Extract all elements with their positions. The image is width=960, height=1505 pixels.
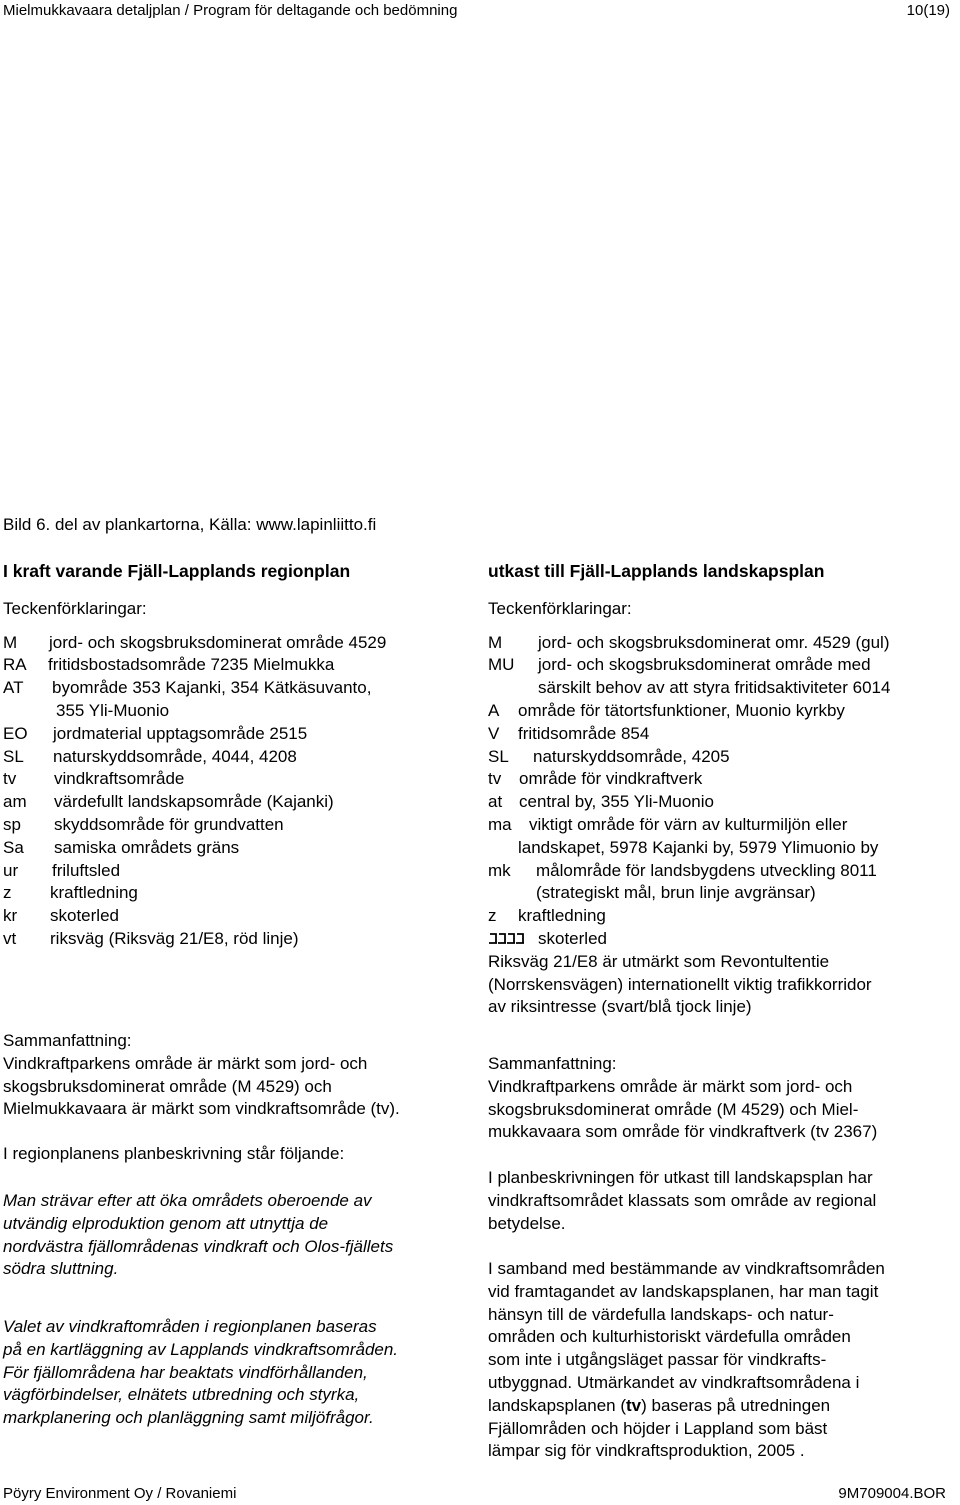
legend-row: SL naturskyddsområde, 4044, 4208 bbox=[3, 746, 297, 766]
legend-row: A område för tätortsfunktioner, Muonio kyrkby bbox=[488, 700, 845, 720]
legend-row: am värdefullt landskapsområde (Kajanki) bbox=[3, 792, 334, 812]
right-summary-heading: Sammanfattning: bbox=[488, 1054, 617, 1073]
summary-line: skogsbruksdominerat område (M 4529) och bbox=[3, 1076, 332, 1096]
legend-row: z kraftledning bbox=[488, 906, 606, 926]
right-paragraph-1: I planbeskrivningen för utkast till landskapsplan har vindkraftsområdet klassats som område av regional betydelse. bbox=[488, 1168, 877, 1233]
right-title: utkast till Fjäll-Lapplands landskapsplan bbox=[488, 561, 825, 581]
left-legend bbox=[3, 632, 473, 951]
legend-row: ur friluftsled bbox=[3, 860, 121, 880]
right-column bbox=[488, 560, 958, 1019]
legend-row: vt riksväg (Riksväg 21/E8, röd linje) bbox=[3, 928, 299, 948]
left-summary-heading: Sammanfattning: bbox=[3, 1031, 132, 1050]
snowmobile-trail-symbol-icon bbox=[488, 928, 528, 955]
footer-doc-id: 9M709004.BOR bbox=[838, 1485, 946, 1502]
legend-row: RA fritidsbostadsområde 7235 Mielmukka bbox=[3, 655, 335, 675]
legend-row: (strategiskt mål, brun linje avgränsar) bbox=[536, 883, 816, 903]
legend-row: kr skoterled bbox=[3, 906, 119, 926]
summary-line: Vindkraftparkens område är märkt som jord- och bbox=[488, 1076, 853, 1096]
summary-line: Vindkraftparkens område är märkt som jord- och bbox=[3, 1053, 368, 1073]
legend-row: särskilt behov av att styra fritidsaktiviteter 6014 bbox=[538, 678, 891, 698]
legend-row: landskapet, 5978 Kajanki by, 5979 Ylimuonio by bbox=[518, 837, 879, 857]
legend-row: ma viktigt område för värn av kulturmiljön eller bbox=[488, 814, 848, 834]
legend-row: z kraftledning bbox=[3, 883, 138, 903]
left-title: I kraft varande Fjäll-Lapplands regionplan bbox=[3, 561, 351, 581]
figure-caption: Bild 6. del av plankartorna, Källa: www.lapinliitto.fi bbox=[3, 515, 377, 534]
summary-line: Mielmukkavaara är märkt som vindkraftsområde (tv). bbox=[3, 1099, 400, 1119]
left-quote-1: Man strävar efter att öka områdets oberoende av utvändig elproduktion genom att utnyttja de nordvästra fjällområdenas vindkraft och Olos-fjällets södra sluttning. bbox=[3, 1191, 394, 1279]
left-legend-heading: Teckenförklaringar: bbox=[3, 598, 147, 618]
legend-row: EO jordmaterial upptagsområde 2515 bbox=[3, 723, 308, 743]
left-quote-2: Valet av vindkraftområden i regionplanen baseras på en kartläggning av Lapplands vindkraftsområden. För fjällområdena har beaktats vindförhållanden, vägförbindelser, elnätets utbredning och styrka, markplanering och planläggning samt miljöfrågor. bbox=[3, 1317, 399, 1428]
summary-line: skogsbruksdominerat område (M 4529) och Miel- bbox=[488, 1099, 859, 1119]
legend-row: SL naturskyddsområde, 4205 bbox=[488, 746, 730, 766]
right-summary bbox=[488, 1053, 958, 1144]
left-intro: I regionplanens planbeskrivning står följande: bbox=[3, 1144, 345, 1163]
right-paragraph-2: I samband med bestämmande av vindkraftsområden vid framtagandet av landskapsplanen, har man tagit hänsyn till de värdefulla landskaps- och natur- områden och kulturhistoriskt värdefulla områden som inte i utgångsläget passar för vindkrafts- utbyggnad. Utmärkandet av vindkraftsområdena i landskapsplanen (tv) baseras på utredningen Fjällområden och höjder i Lappland som bäst lämpar sig för vindkraftsproduktion, 2005 . bbox=[488, 1259, 885, 1461]
page-number: 10(19) bbox=[906, 2, 950, 19]
road-note: Riksväg 21/E8 är utmärkt som Revontultentie (Norrskensvägen) internationellt viktig trafikkorridor av riksintresse (svart/blå tjock linje) bbox=[488, 951, 872, 1017]
legend-row: mk målområde för landsbygdens utveckling 8011 bbox=[488, 860, 877, 880]
left-column bbox=[3, 560, 473, 951]
legend-row: M jord- och skogsbruksdominerat omr. 4529 (gul) bbox=[488, 632, 890, 652]
left-summary bbox=[3, 1030, 478, 1121]
legend-row: skoterled bbox=[488, 928, 958, 951]
legend-row: sp skyddsområde för grundvatten bbox=[3, 814, 284, 834]
right-legend bbox=[488, 632, 958, 951]
footer-company: Pöyry Environment Oy / Rovaniemi bbox=[3, 1485, 237, 1502]
legend-row: tv vindkraftsområde bbox=[3, 769, 185, 789]
legend-row: tv område för vindkraftverk bbox=[488, 769, 703, 789]
legend-row: 355 Yli-Muonio bbox=[56, 700, 170, 720]
legend-row: MU jord- och skogsbruksdominerat område med bbox=[488, 655, 871, 675]
legend-row: M jord- och skogsbruksdominerat område 4529 bbox=[3, 632, 387, 652]
legend-row: V fritidsområde 854 bbox=[488, 723, 650, 743]
legend-row: AT byområde 353 Kajanki, 354 Kätkäsuvanto, bbox=[3, 678, 372, 698]
right-legend-heading: Teckenförklaringar: bbox=[488, 598, 632, 618]
summary-line: mukkavaara som område för vindkraftverk (tv 2367) bbox=[488, 1122, 878, 1142]
legend-row: at central by, 355 Yli-Muonio bbox=[488, 792, 714, 812]
legend-row: Sa samiska områdets gräns bbox=[3, 837, 240, 857]
page-header-title: Mielmukkavaara detaljplan / Program för deltagande och bedömning bbox=[3, 2, 458, 19]
